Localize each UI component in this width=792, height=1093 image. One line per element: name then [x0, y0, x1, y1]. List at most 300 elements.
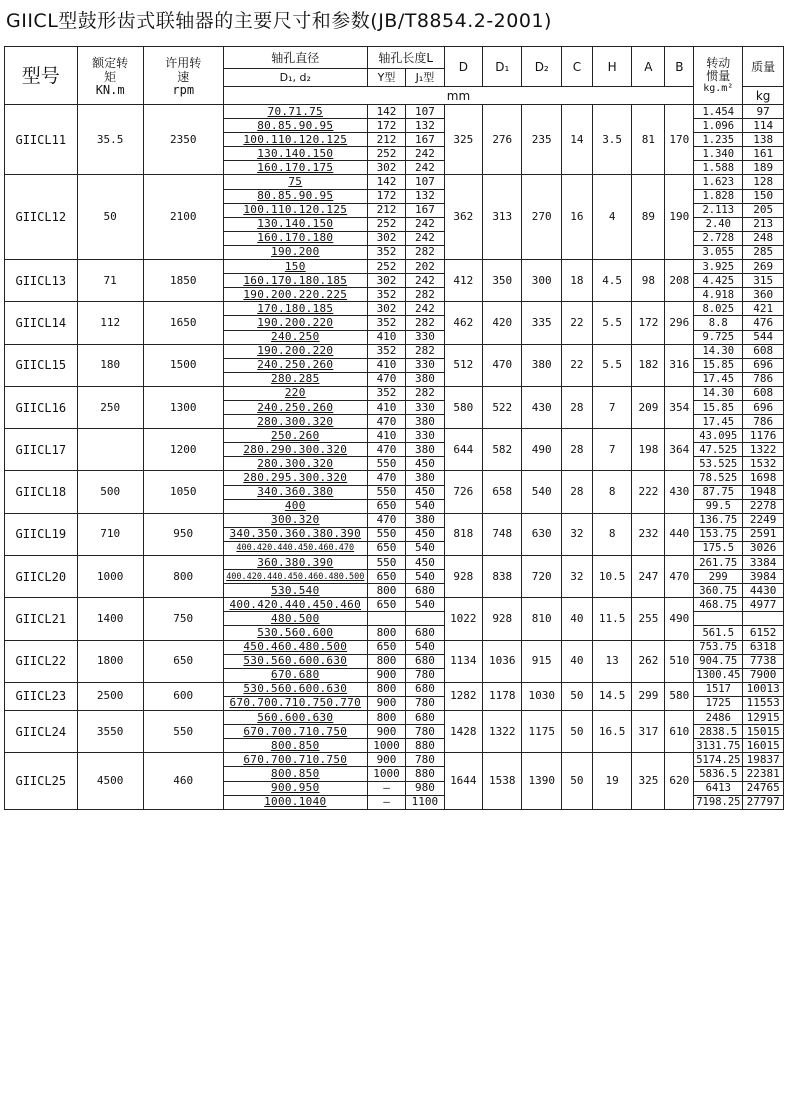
dim-D1-cell: 748 — [483, 513, 522, 555]
dim-A-cell: 98 — [632, 260, 665, 302]
dim-H-cell: 4 — [592, 175, 631, 260]
dim-D2-cell: 235 — [522, 105, 561, 175]
model-cell: GIICL19 — [5, 513, 78, 555]
table-row — [5, 682, 784, 696]
y-length-cell: 172 — [367, 119, 405, 133]
mass-cell: 3984 — [743, 570, 784, 584]
inertia-cell: 4.918 — [694, 288, 743, 302]
inertia-cell: 15.85 — [694, 358, 743, 372]
dim-H-cell: 16.5 — [592, 711, 631, 753]
dim-H-cell: 11.5 — [592, 598, 631, 640]
bore-diameter-cell: 130.140.150 — [223, 217, 367, 231]
mass-cell: 696 — [743, 400, 784, 414]
dim-A-cell: 325 — [632, 753, 665, 809]
j1-length-cell: 380 — [406, 443, 444, 457]
speed-cell: 1850 — [143, 260, 223, 302]
y-length-cell: 142 — [367, 105, 405, 119]
dim-A-cell: 198 — [632, 429, 665, 471]
torque-cell — [77, 429, 143, 471]
dim-D1-cell: 928 — [483, 598, 522, 640]
header-speed-unit: rpm — [172, 82, 195, 97]
inertia-cell: 14.30 — [694, 344, 743, 358]
mass-cell — [743, 612, 784, 626]
model-cell: GIICL21 — [5, 598, 78, 640]
j1-length-cell: 167 — [406, 133, 444, 147]
speed-cell: 1200 — [143, 429, 223, 471]
inertia-cell: 360.75 — [694, 584, 743, 598]
j1-length-cell: 540 — [406, 541, 444, 555]
mass-cell: 97 — [743, 105, 784, 119]
model-cell: GIICL12 — [5, 175, 78, 260]
j1-length-cell: 540 — [406, 570, 444, 584]
dim-H-cell: 3.5 — [592, 105, 631, 175]
torque-cell: 71 — [77, 260, 143, 302]
header-B: B — [665, 47, 694, 87]
header-speed-label: 许用转速 — [165, 55, 202, 84]
torque-cell: 1400 — [77, 598, 143, 640]
bore-diameter-cell: 480.500 — [223, 612, 367, 626]
model-cell: GIICL23 — [5, 682, 78, 710]
bore-diameter-cell: 280.300.320 — [223, 415, 367, 429]
inertia-cell: 5174.25 — [694, 753, 743, 767]
j1-length-cell: 330 — [406, 330, 444, 344]
dim-C-cell: 32 — [561, 513, 592, 555]
inertia-cell: 9.725 — [694, 330, 743, 344]
mass-cell: 22381 — [743, 767, 784, 781]
mass-cell: 786 — [743, 372, 784, 386]
spec-table — [4, 46, 784, 810]
dim-D1-cell: 1538 — [483, 753, 522, 809]
inertia-cell: 153.75 — [694, 527, 743, 541]
j1-length-cell: 330 — [406, 400, 444, 414]
mass-cell: 248 — [743, 231, 784, 245]
y-length-cell: 252 — [367, 260, 405, 274]
dim-A-cell: 172 — [632, 302, 665, 344]
mass-cell: 1176 — [743, 429, 784, 443]
speed-cell: 460 — [143, 753, 223, 809]
dim-C-cell: 50 — [561, 682, 592, 710]
model-cell: GIICL22 — [5, 640, 78, 682]
bore-diameter-cell: 160.170.175 — [223, 161, 367, 175]
dim-B-cell: 364 — [665, 429, 694, 471]
dim-C-cell: 18 — [561, 260, 592, 302]
bore-diameter-cell: 240.250.260 — [223, 400, 367, 414]
model-cell: GIICL15 — [5, 344, 78, 386]
mass-cell: 2249 — [743, 513, 784, 527]
dim-D-cell: 1644 — [444, 753, 482, 809]
inertia-cell: 14.30 — [694, 386, 743, 400]
torque-cell: 710 — [77, 513, 143, 555]
bore-diameter-cell: 670.680 — [223, 668, 367, 682]
bore-diameter-cell: 450.460.480.500 — [223, 640, 367, 654]
dim-D1-cell: 1036 — [483, 640, 522, 682]
bore-diameter-cell: 560.600.630 — [223, 711, 367, 725]
inertia-cell: 3131.75 — [694, 739, 743, 753]
dim-C-cell: 14 — [561, 105, 592, 175]
dim-D-cell: 512 — [444, 344, 482, 386]
model-cell: GIICL14 — [5, 302, 78, 344]
dim-D-cell: 462 — [444, 302, 482, 344]
y-length-cell: 302 — [367, 231, 405, 245]
dim-B-cell: 620 — [665, 753, 694, 809]
bore-diameter-cell: 190.200.220 — [223, 316, 367, 330]
bore-diameter-cell: 190.200 — [223, 245, 367, 259]
j1-length-cell: 780 — [406, 696, 444, 710]
header-model: 型号 — [5, 47, 78, 105]
mass-cell: 6318 — [743, 640, 784, 654]
dim-A-cell: 81 — [632, 105, 665, 175]
header-H: H — [592, 47, 631, 87]
table-row — [5, 753, 784, 767]
inertia-cell: 1300.45 — [694, 668, 743, 682]
y-length-cell: 800 — [367, 654, 405, 668]
dim-C-cell: 32 — [561, 556, 592, 598]
j1-length-cell: 1100 — [406, 795, 444, 809]
y-length-cell: 142 — [367, 175, 405, 189]
dim-H-cell: 8 — [592, 471, 631, 513]
dim-B-cell: 490 — [665, 598, 694, 640]
inertia-cell: 47.525 — [694, 443, 743, 457]
y-length-cell: 252 — [367, 147, 405, 161]
dim-B-cell: 316 — [665, 344, 694, 386]
inertia-cell: 2838.5 — [694, 725, 743, 739]
j1-length-cell: 980 — [406, 781, 444, 795]
header-bore-length: 轴孔长度L — [367, 47, 444, 69]
j1-length-cell: 107 — [406, 105, 444, 119]
dim-A-cell: 89 — [632, 175, 665, 260]
bore-diameter-cell: 130.140.150 — [223, 147, 367, 161]
inertia-cell: 1.454 — [694, 105, 743, 119]
mass-cell: 1698 — [743, 471, 784, 485]
header-torque-label: 额定转矩 — [92, 55, 129, 84]
inertia-cell: 136.75 — [694, 513, 743, 527]
dim-D-cell: 1022 — [444, 598, 482, 640]
inertia-cell: 99.5 — [694, 499, 743, 513]
mass-cell: 608 — [743, 344, 784, 358]
table-row — [5, 598, 784, 612]
dim-H-cell: 13 — [592, 640, 631, 682]
inertia-cell — [694, 612, 743, 626]
dim-B-cell: 354 — [665, 386, 694, 428]
dim-C-cell: 50 — [561, 711, 592, 753]
mass-cell: 1948 — [743, 485, 784, 499]
dim-D2-cell: 915 — [522, 640, 561, 682]
bore-diameter-cell: 280.290.300.320 — [223, 443, 367, 457]
mass-cell: 24765 — [743, 781, 784, 795]
dim-D2-cell: 430 — [522, 386, 561, 428]
dim-C-cell: 40 — [561, 598, 592, 640]
inertia-cell: 2.40 — [694, 217, 743, 231]
bore-diameter-cell: 70.71.75 — [223, 105, 367, 119]
table-row — [5, 302, 784, 316]
dim-D2-cell: 270 — [522, 175, 561, 260]
torque-cell: 4500 — [77, 753, 143, 809]
bore-diameter-cell: 530.560.600 — [223, 626, 367, 640]
bore-diameter-cell: 150 — [223, 260, 367, 274]
bore-diameter-cell: 530.540 — [223, 584, 367, 598]
inertia-cell: 43.095 — [694, 429, 743, 443]
y-length-cell: 650 — [367, 570, 405, 584]
dim-B-cell: 208 — [665, 260, 694, 302]
j1-length-cell: 282 — [406, 386, 444, 400]
y-length-cell: 900 — [367, 668, 405, 682]
header-D: D — [444, 47, 482, 87]
header-D2: D₂ — [522, 47, 561, 87]
inertia-cell: 904.75 — [694, 654, 743, 668]
inertia-cell: 261.75 — [694, 556, 743, 570]
j1-length-cell: 680 — [406, 584, 444, 598]
y-length-cell: 302 — [367, 161, 405, 175]
model-cell: GIICL16 — [5, 386, 78, 428]
j1-length-cell: 680 — [406, 682, 444, 696]
dim-D-cell: 362 — [444, 175, 482, 260]
header-torque — [77, 47, 143, 105]
j1-length-cell: 540 — [406, 640, 444, 654]
bore-diameter-cell: 250.260 — [223, 429, 367, 443]
inertia-cell: 299 — [694, 570, 743, 584]
page-title: GIICL型鼓形齿式联轴器的主要尺寸和参数(JB/T8854.2-2001) — [6, 10, 552, 32]
mass-cell: 16015 — [743, 739, 784, 753]
y-length-cell: 410 — [367, 358, 405, 372]
dim-B-cell: 170 — [665, 105, 694, 175]
j1-length-cell: 330 — [406, 358, 444, 372]
y-length-cell: 352 — [367, 288, 405, 302]
torque-cell: 180 — [77, 344, 143, 386]
dim-H-cell: 14.5 — [592, 682, 631, 710]
inertia-cell: 4.425 — [694, 274, 743, 288]
header-C: C — [561, 47, 592, 87]
y-length-cell: 252 — [367, 217, 405, 231]
y-length-cell: 550 — [367, 556, 405, 570]
inertia-cell: 53.525 — [694, 457, 743, 471]
bore-diameter-cell: 400.420.440.450.460.470 — [223, 541, 367, 555]
y-length-cell: 1000 — [367, 767, 405, 781]
table-row — [5, 513, 784, 527]
dim-D2-cell: 300 — [522, 260, 561, 302]
y-length-cell: 800 — [367, 584, 405, 598]
header-torque-unit: KN.m — [95, 82, 125, 97]
mass-cell: 189 — [743, 161, 784, 175]
y-length-cell: 550 — [367, 485, 405, 499]
j1-length-cell: 282 — [406, 316, 444, 330]
y-length-cell: 800 — [367, 711, 405, 725]
model-cell: GIICL18 — [5, 471, 78, 513]
bore-diameter-cell: 400.420.440.450.460.480.500 — [223, 570, 367, 584]
speed-cell: 1500 — [143, 344, 223, 386]
dim-H-cell: 5.5 — [592, 302, 631, 344]
mass-cell: 3384 — [743, 556, 784, 570]
inertia-cell: 5836.5 — [694, 767, 743, 781]
inertia-cell: 2.113 — [694, 203, 743, 217]
j1-length-cell: 780 — [406, 668, 444, 682]
mass-cell: 696 — [743, 358, 784, 372]
inertia-cell: 78.525 — [694, 471, 743, 485]
j1-length-cell: 540 — [406, 499, 444, 513]
dim-D1-cell: 1322 — [483, 711, 522, 753]
header-j1-type: J₁型 — [406, 69, 444, 87]
y-length-cell: 410 — [367, 400, 405, 414]
bore-diameter-cell: 1000.1040 — [223, 795, 367, 809]
y-length-cell: 550 — [367, 457, 405, 471]
y-length-cell: 900 — [367, 753, 405, 767]
j1-length-cell: 680 — [406, 711, 444, 725]
table-row — [5, 429, 784, 443]
dim-D2-cell: 1390 — [522, 753, 561, 809]
mass-cell: 2278 — [743, 499, 784, 513]
j1-length-cell: 450 — [406, 556, 444, 570]
dim-D1-cell: 350 — [483, 260, 522, 302]
j1-length-cell: 880 — [406, 767, 444, 781]
header-mm: mm — [223, 87, 693, 105]
y-length-cell: 470 — [367, 471, 405, 485]
speed-cell: 950 — [143, 513, 223, 555]
j1-length-cell: 242 — [406, 217, 444, 231]
dim-A-cell: 209 — [632, 386, 665, 428]
inertia-cell: 1.623 — [694, 175, 743, 189]
dim-C-cell: 28 — [561, 386, 592, 428]
dim-C-cell: 28 — [561, 471, 592, 513]
y-length-cell: 900 — [367, 696, 405, 710]
speed-cell: 550 — [143, 711, 223, 753]
y-length-cell: 800 — [367, 682, 405, 696]
dim-H-cell: 19 — [592, 753, 631, 809]
table-row — [5, 711, 784, 725]
y-length-cell: 302 — [367, 274, 405, 288]
j1-length-cell: 107 — [406, 175, 444, 189]
mass-cell: 128 — [743, 175, 784, 189]
bore-diameter-cell: 80.85.90.95 — [223, 119, 367, 133]
header-A: A — [632, 47, 665, 87]
j1-length-cell: 202 — [406, 260, 444, 274]
y-length-cell: 410 — [367, 429, 405, 443]
bore-diameter-cell: 80.85.90.95 — [223, 189, 367, 203]
dim-D2-cell: 810 — [522, 598, 561, 640]
dim-D1-cell: 276 — [483, 105, 522, 175]
y-length-cell: 650 — [367, 640, 405, 654]
dim-D2-cell: 540 — [522, 471, 561, 513]
torque-cell: 3550 — [77, 711, 143, 753]
dim-C-cell: 28 — [561, 429, 592, 471]
table-row — [5, 556, 784, 570]
mass-cell: 476 — [743, 316, 784, 330]
model-cell: GIICL13 — [5, 260, 78, 302]
j1-length-cell: 540 — [406, 598, 444, 612]
bore-diameter-cell: 900.950 — [223, 781, 367, 795]
dim-H-cell: 7 — [592, 386, 631, 428]
dim-D1-cell: 838 — [483, 556, 522, 598]
y-length-cell: 410 — [367, 330, 405, 344]
mass-cell: 3026 — [743, 541, 784, 555]
speed-cell: 750 — [143, 598, 223, 640]
bore-diameter-cell: 160.170.180 — [223, 231, 367, 245]
mass-cell: 7900 — [743, 668, 784, 682]
j1-length-cell: 242 — [406, 231, 444, 245]
dim-H-cell: 10.5 — [592, 556, 631, 598]
y-length-cell: 900 — [367, 725, 405, 739]
bore-diameter-cell: 300.320 — [223, 513, 367, 527]
inertia-cell: 1.235 — [694, 133, 743, 147]
torque-cell: 35.5 — [77, 105, 143, 175]
torque-cell: 1800 — [77, 640, 143, 682]
dim-A-cell: 182 — [632, 344, 665, 386]
bore-diameter-cell: 400.420.440.450.460 — [223, 598, 367, 612]
header-inertia-label: 转动惯量 — [706, 55, 731, 83]
j1-length-cell: 282 — [406, 288, 444, 302]
mass-cell: 114 — [743, 119, 784, 133]
j1-length-cell: 380 — [406, 415, 444, 429]
mass-cell: 1322 — [743, 443, 784, 457]
dim-D2-cell: 380 — [522, 344, 561, 386]
dim-D-cell: 928 — [444, 556, 482, 598]
mass-cell: 285 — [743, 245, 784, 259]
dim-H-cell: 4.5 — [592, 260, 631, 302]
torque-cell: 500 — [77, 471, 143, 513]
mass-cell: 544 — [743, 330, 784, 344]
dim-C-cell: 40 — [561, 640, 592, 682]
bore-diameter-cell: 280.295.300.320 — [223, 471, 367, 485]
j1-length-cell: 282 — [406, 344, 444, 358]
model-cell: GIICL17 — [5, 429, 78, 471]
torque-cell: 50 — [77, 175, 143, 260]
dim-B-cell: 296 — [665, 302, 694, 344]
mass-cell: 213 — [743, 217, 784, 231]
y-length-cell: 650 — [367, 541, 405, 555]
header-bore-diameter-sub: D₁, d₂ — [223, 69, 367, 87]
bore-diameter-cell: 220 — [223, 386, 367, 400]
y-length-cell: 470 — [367, 513, 405, 527]
mass-cell: 205 — [743, 203, 784, 217]
j1-length-cell: 450 — [406, 457, 444, 471]
dim-C-cell: 22 — [561, 344, 592, 386]
dim-C-cell: 16 — [561, 175, 592, 260]
y-length-cell: 470 — [367, 415, 405, 429]
dim-B-cell: 510 — [665, 640, 694, 682]
header-y-type: Y型 — [367, 69, 405, 87]
inertia-cell: 87.75 — [694, 485, 743, 499]
inertia-cell: 6413 — [694, 781, 743, 795]
header-speed — [143, 47, 223, 105]
speed-cell: 2350 — [143, 105, 223, 175]
mass-cell: 7738 — [743, 654, 784, 668]
inertia-cell: 17.45 — [694, 415, 743, 429]
spec-table-body — [5, 105, 784, 810]
j1-length-cell — [406, 612, 444, 626]
bore-diameter-cell: 800.850 — [223, 739, 367, 753]
inertia-cell: 561.5 — [694, 626, 743, 640]
j1-length-cell: 242 — [406, 161, 444, 175]
mass-cell: 150 — [743, 189, 784, 203]
y-length-cell — [367, 612, 405, 626]
j1-length-cell: 880 — [406, 739, 444, 753]
y-length-cell: 352 — [367, 344, 405, 358]
model-cell: GIICL24 — [5, 711, 78, 753]
mass-cell: 1532 — [743, 457, 784, 471]
dim-A-cell: 255 — [632, 598, 665, 640]
dim-C-cell: 22 — [561, 302, 592, 344]
y-length-cell: 650 — [367, 598, 405, 612]
j1-length-cell: 450 — [406, 485, 444, 499]
inertia-cell: 1.828 — [694, 189, 743, 203]
y-length-cell: 352 — [367, 316, 405, 330]
torque-cell: 1000 — [77, 556, 143, 598]
dim-C-cell: 50 — [561, 753, 592, 809]
j1-length-cell: 282 — [406, 245, 444, 259]
bore-diameter-cell: 670.700.710.750 — [223, 753, 367, 767]
model-cell: GIICL11 — [5, 105, 78, 175]
inertia-cell: 8.8 — [694, 316, 743, 330]
dim-D2-cell: 1175 — [522, 711, 561, 753]
y-length-cell: 470 — [367, 372, 405, 386]
